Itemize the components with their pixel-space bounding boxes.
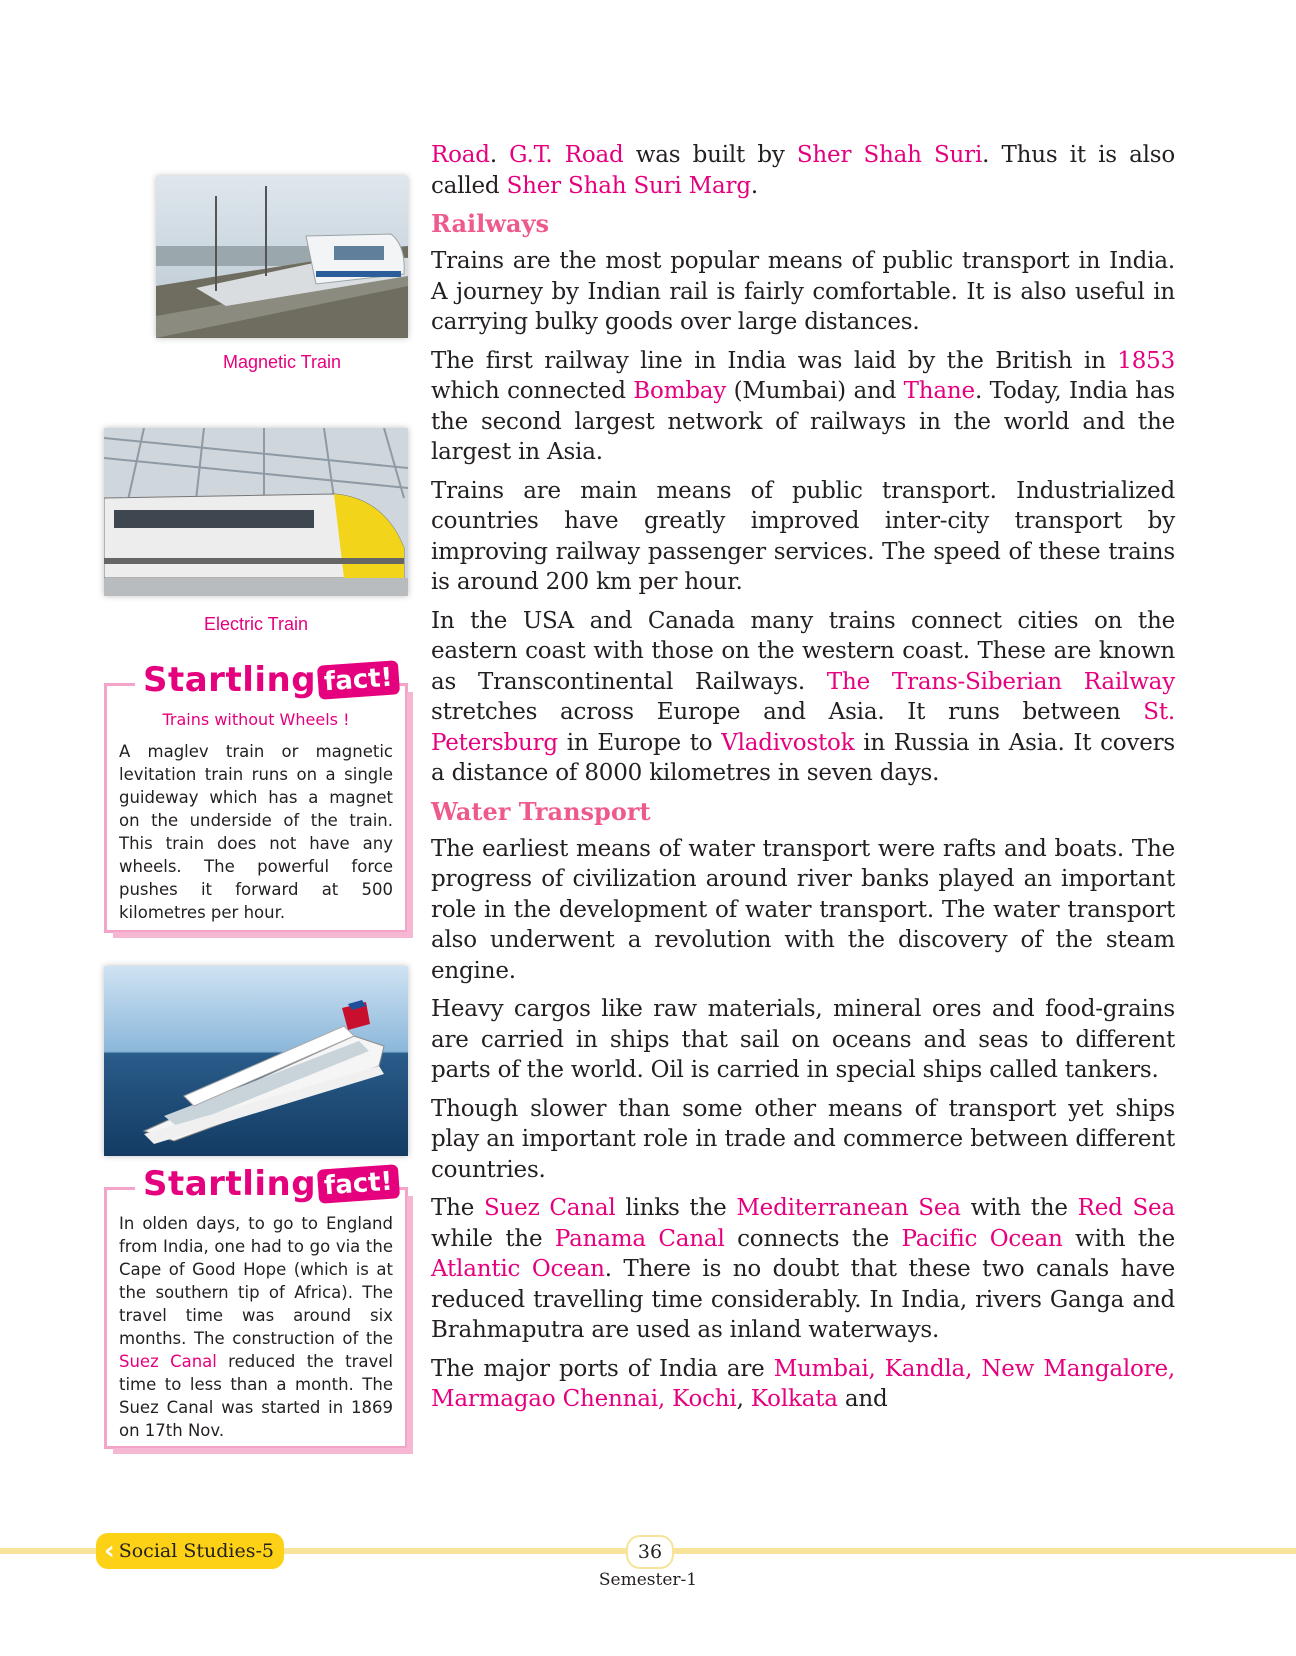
term: Road [431,142,490,168]
fact-text: A maglev train or magnetic levitation train runs on a single guideway which has a magnet on the underside of the train. This train does not have any wheels. The powerful force pushes it forward at 500 kilometres per hour. [119,742,393,922]
term: Atlantic Ocean [431,1256,605,1282]
text: links the [615,1195,737,1221]
term: 1853 [1117,347,1175,374]
text: while the [431,1225,555,1252]
term: Thane [903,378,975,404]
heading-water-transport: Water Transport [431,796,651,826]
fact-subtitle: Trains without Wheels ! [162,710,350,729]
paragraph-water-2: Heavy cargos like raw materials, mineral ores and food-grains are carried in ships that sail on oceans and seas to different parts of the world. Oil is carried in special ships called tankers. [431,996,1175,1083]
paragraph-water-3: Though slower than some other means of transport yet ships play an important role in trade and commerce between different countries. [431,1095,1175,1183]
paragraph-railways-3: Trains are main means of public transport. Industrialized countries have greatly improved inter-city transport by improving railway passenger services. The speed of these trains is around 200 km per hour. [431,477,1175,595]
book-title-tab [96,1533,284,1569]
startling-fact-box-2 [104,1164,408,1449]
cruise-ship-photo [104,966,408,1156]
text: and [837,1386,888,1412]
paragraph-railways-4 [431,606,1175,789]
text: . [489,142,510,168]
text: in Russia in Asia. It covers a distance of 8000 kilometres in seven days. [431,729,1176,786]
text: (Mumbai) and [726,378,904,404]
text: In the USA and Canada many trains connect cities on the eastern coast with those on the western coast. These are known as Transcontinental Railways. [431,607,1175,695]
term: Mumbai, Kandla, New Mangalore, Marmagao Chennai, Kochi [431,1355,1175,1412]
semester-label: Semester-1 [598,1570,698,1590]
term: G.T. Road [509,142,624,168]
startling-word: Startling [143,660,317,700]
text: . [750,172,758,199]
paragraph-water-1: The earliest means of water transport were rafts and boats. The progress of civilization around river banks played an important role in the development of water transport. The water transport also underwent a revolution with the discovery of the steam engine. [431,835,1175,984]
text: The first railway line in India was laid by the British in [431,347,1118,374]
paragraph-railways-2 [431,346,1175,468]
term: Panama Canal [554,1225,725,1252]
text: . Today, India has the second largest network of railways in the world and the largest in Asia. [431,378,1175,465]
term: Kolkata [750,1386,838,1412]
startling-fact-box-1 [104,660,408,933]
startling-fact-header [135,1162,394,1206]
electric-train-caption: Electric Train [203,614,309,634]
cruise-ship-illustration [104,966,408,1156]
chevron-left-icon: ‹ [104,1536,115,1566]
term: St. Petersburg [431,699,1175,756]
text: . Thus it is also called [431,142,1176,199]
text: stretches across Europe and Asia. It runs between [431,699,1144,725]
text: The major ports of India are [431,1355,774,1382]
paragraph-water-4 [431,1193,1175,1346]
startling-word: Startling [143,1164,317,1204]
page-number: 36 [626,1535,674,1569]
text: which connected [431,378,634,404]
term: Bombay [633,378,727,404]
book-title: Social Studies-5 [118,1540,274,1562]
main-text-column [431,140,1175,1423]
paragraph-ports [431,1354,1175,1415]
fact-text-before: In olden days, to go to England from India, one had to go via the Cape of Good Hope (which is at the southern tip of Africa). The travel time was around six months. The construction of the [119,1214,393,1348]
term: Suez Canal [484,1195,616,1221]
text: , [736,1386,751,1412]
term: Vladivostok [721,729,855,756]
text: . There is no doubt that these two canals have reduced travelling time considerably. In India, rivers Ganga and Brahmaputra are used as inland waterways. [431,1256,1175,1343]
fact-link-suez-canal: Suez Canal [119,1352,217,1371]
text: in Europe to [557,729,722,756]
term: Red Sea [1077,1195,1175,1221]
fact-text-after: reduced the travel time to less than a month. The Suez Canal was started in 1869 on 17th Nov. [119,1352,393,1440]
paragraph-gt-road [431,140,1175,201]
electric-train-photo [104,428,408,596]
fact-text [119,1212,393,1442]
magnetic-train-photo [156,176,408,338]
text: was built by [623,142,797,168]
fact-badge: fact! [317,1164,400,1204]
paragraph-railways-1: Trains are the most popular means of public transport in India. A journey by Indian rail is fairly comfortable. It is also useful in carrying bulky goods over large distances. [431,248,1175,335]
term: Mediterranean Sea [736,1195,961,1221]
fact-badge: fact! [317,660,400,700]
text: connects the [724,1225,902,1252]
term: Sher Shah Suri [796,142,983,168]
term: Pacific Ocean [901,1225,1063,1252]
heading-railways: Railways [431,209,549,238]
magnetic-train-illustration [156,176,408,338]
text: with the [960,1195,1078,1221]
term: Sher Shah Suri Marg [506,172,751,199]
magnetic-train-caption: Magnetic Train [222,352,342,372]
text: with the [1062,1225,1175,1252]
text: The [431,1195,484,1221]
electric-train-illustration [104,428,408,596]
term: The Trans-Siberian Railway [826,668,1175,695]
startling-fact-header [135,658,394,702]
